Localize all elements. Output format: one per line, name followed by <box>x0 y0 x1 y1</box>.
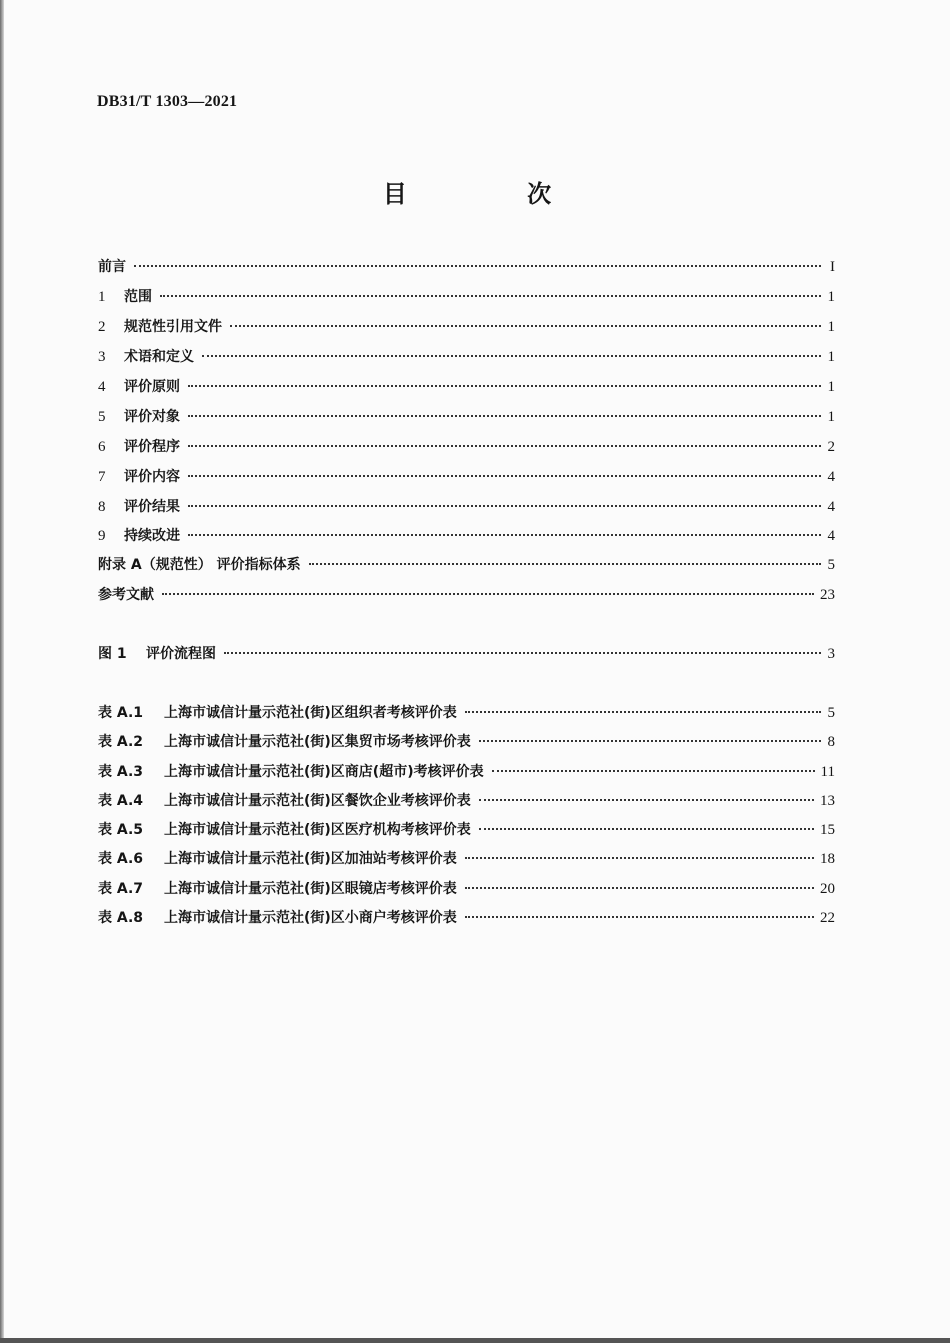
toc-entry-page: 13 <box>820 793 835 809</box>
toc-leader-dots <box>188 475 821 477</box>
toc-entry-page: 5 <box>827 705 835 721</box>
toc-entry-page: 3 <box>827 646 835 662</box>
toc-leader-dots <box>465 711 821 713</box>
toc-entry-label: 评价流程图 <box>146 646 216 662</box>
toc-entry-number: 7 <box>98 469 106 485</box>
page-bottom-edge <box>0 1338 950 1343</box>
toc-entry-section-1[interactable] <box>98 286 835 308</box>
toc-entry-number: 表 A.4 <box>98 793 144 809</box>
toc-entry-table-a5[interactable] <box>98 819 835 841</box>
toc-leader-dots <box>202 355 821 357</box>
toc-entry-number: 表 A.1 <box>98 705 144 721</box>
toc-entry-page: 18 <box>820 851 835 867</box>
toc-entry-label: 评价程序 <box>124 439 180 455</box>
toc-entry-page: 2 <box>827 439 835 455</box>
toc-entry-section-6[interactable] <box>98 436 835 458</box>
toc-entry-page: 15 <box>820 822 835 838</box>
toc-leader-dots <box>188 534 821 536</box>
toc-entry-label: 规范性引用文件 <box>124 319 222 335</box>
toc-entry-section-9[interactable] <box>98 525 835 547</box>
toc-entry-label: 附录 A（规范性） 评价指标体系 <box>98 557 301 573</box>
toc-entry-label: 上海市诚信计量示范社(街)区加油站考核评价表 <box>164 851 457 867</box>
toc-entry-table-a7[interactable] <box>98 878 835 900</box>
toc-entry-label: 术语和定义 <box>124 349 194 365</box>
toc-entry-section-4[interactable] <box>98 376 835 398</box>
toc-entry-annex-a[interactable] <box>98 554 835 576</box>
toc-leader-dots <box>160 295 821 297</box>
toc-leader-dots <box>465 916 814 918</box>
toc-entry-section-8[interactable] <box>98 496 835 518</box>
toc-entry-number: 图 1 <box>98 646 127 662</box>
toc-entry-page: 8 <box>827 734 835 750</box>
toc-leader-dots <box>465 857 814 859</box>
toc-entry-section-5[interactable] <box>98 406 835 428</box>
toc-entry-page: 4 <box>827 499 835 515</box>
toc-entry-table-a2[interactable] <box>98 731 835 753</box>
toc-leader-dots <box>479 828 814 830</box>
toc-leader-dots <box>492 770 815 772</box>
toc-leader-dots <box>188 445 821 447</box>
toc-leader-dots <box>162 593 814 595</box>
toc-title: 目 次 <box>382 180 608 208</box>
toc-entry-table-a4[interactable] <box>98 790 835 812</box>
toc-entry-number: 8 <box>98 499 106 515</box>
toc-entry-page: 22 <box>820 910 835 926</box>
toc-entry-number: 9 <box>98 528 106 544</box>
toc-leader-dots <box>479 799 814 801</box>
toc-entry-number: 表 A.2 <box>98 734 144 750</box>
toc-leader-dots <box>479 740 821 742</box>
toc-entry-label: 评价原则 <box>124 379 180 395</box>
toc-entry-page: I <box>830 259 835 275</box>
toc-entry-section-7[interactable] <box>98 466 835 488</box>
toc-entry-table-a3[interactable] <box>98 761 835 783</box>
toc-leader-dots <box>309 563 821 565</box>
toc-entry-number: 2 <box>98 319 106 335</box>
toc-entry-label: 上海市诚信计量示范社(街)区餐饮企业考核评价表 <box>164 793 471 809</box>
toc-entry-page: 4 <box>827 469 835 485</box>
toc-entry-label: 评价对象 <box>124 409 180 425</box>
toc-entry-page: 20 <box>820 881 835 897</box>
toc-entry-number: 表 A.7 <box>98 881 144 897</box>
toc-entry-page: 1 <box>827 289 835 305</box>
document-code: DB31/T 1303—2021 <box>97 93 238 110</box>
toc-leader-dots <box>465 887 814 889</box>
toc-entry-page: 11 <box>820 764 835 780</box>
toc-entry-number: 表 A.8 <box>98 910 144 926</box>
toc-entry-number: 表 A.6 <box>98 851 144 867</box>
toc-entry-label: 持续改进 <box>124 528 180 544</box>
toc-entry-label: 参考文献 <box>98 587 154 603</box>
toc-entry-references[interactable] <box>98 584 835 606</box>
toc-entry-label: 前言 <box>98 259 126 275</box>
toc-entry-number: 4 <box>98 379 106 395</box>
toc-entry-table-a6[interactable] <box>98 848 835 870</box>
toc-entry-table-a8[interactable] <box>98 907 835 929</box>
toc-entry-number: 3 <box>98 349 106 365</box>
toc-entry-number: 1 <box>98 289 106 305</box>
toc-entry-number: 表 A.5 <box>98 822 144 838</box>
toc-entry-page: 1 <box>827 409 835 425</box>
toc-entry-table-a1[interactable] <box>98 702 835 724</box>
toc-entry-number: 6 <box>98 439 106 455</box>
toc-entry-page: 1 <box>827 379 835 395</box>
toc-entry-label: 上海市诚信计量示范社(街)区商店(超市)考核评价表 <box>164 764 484 780</box>
toc-entry-page: 1 <box>827 319 835 335</box>
toc-leader-dots <box>230 325 821 327</box>
toc-entry-number: 表 A.3 <box>98 764 144 780</box>
toc-leader-dots <box>224 652 821 654</box>
toc-entry-label: 上海市诚信计量示范社(街)区医疗机构考核评价表 <box>164 822 471 838</box>
toc-entry-page: 1 <box>827 349 835 365</box>
toc-leader-dots <box>188 415 821 417</box>
toc-entry-label: 上海市诚信计量示范社(街)区组织者考核评价表 <box>164 705 457 721</box>
toc-entry-section-2[interactable] <box>98 316 835 338</box>
toc-entry-label: 评价内容 <box>124 469 180 485</box>
toc-entry-page: 23 <box>820 587 835 603</box>
toc-leader-dots <box>188 385 821 387</box>
toc-entry-figure-1[interactable] <box>98 643 835 665</box>
toc-entry-page: 5 <box>827 557 835 573</box>
toc-entry-label: 上海市诚信计量示范社(街)区眼镜店考核评价表 <box>164 881 457 897</box>
toc-entry-page: 4 <box>827 528 835 544</box>
toc-leader-dots <box>188 505 821 507</box>
toc-entry-label: 范围 <box>124 289 152 305</box>
toc-entry-section-3[interactable] <box>98 346 835 368</box>
toc-entry-foreword[interactable] <box>98 256 835 278</box>
toc-entry-label: 评价结果 <box>124 499 180 515</box>
toc-leader-dots <box>134 265 821 267</box>
toc-entry-label: 上海市诚信计量示范社(街)区小商户考核评价表 <box>164 910 457 926</box>
toc-entry-number: 5 <box>98 409 106 425</box>
toc-entry-label: 上海市诚信计量示范社(街)区集贸市场考核评价表 <box>164 734 471 750</box>
